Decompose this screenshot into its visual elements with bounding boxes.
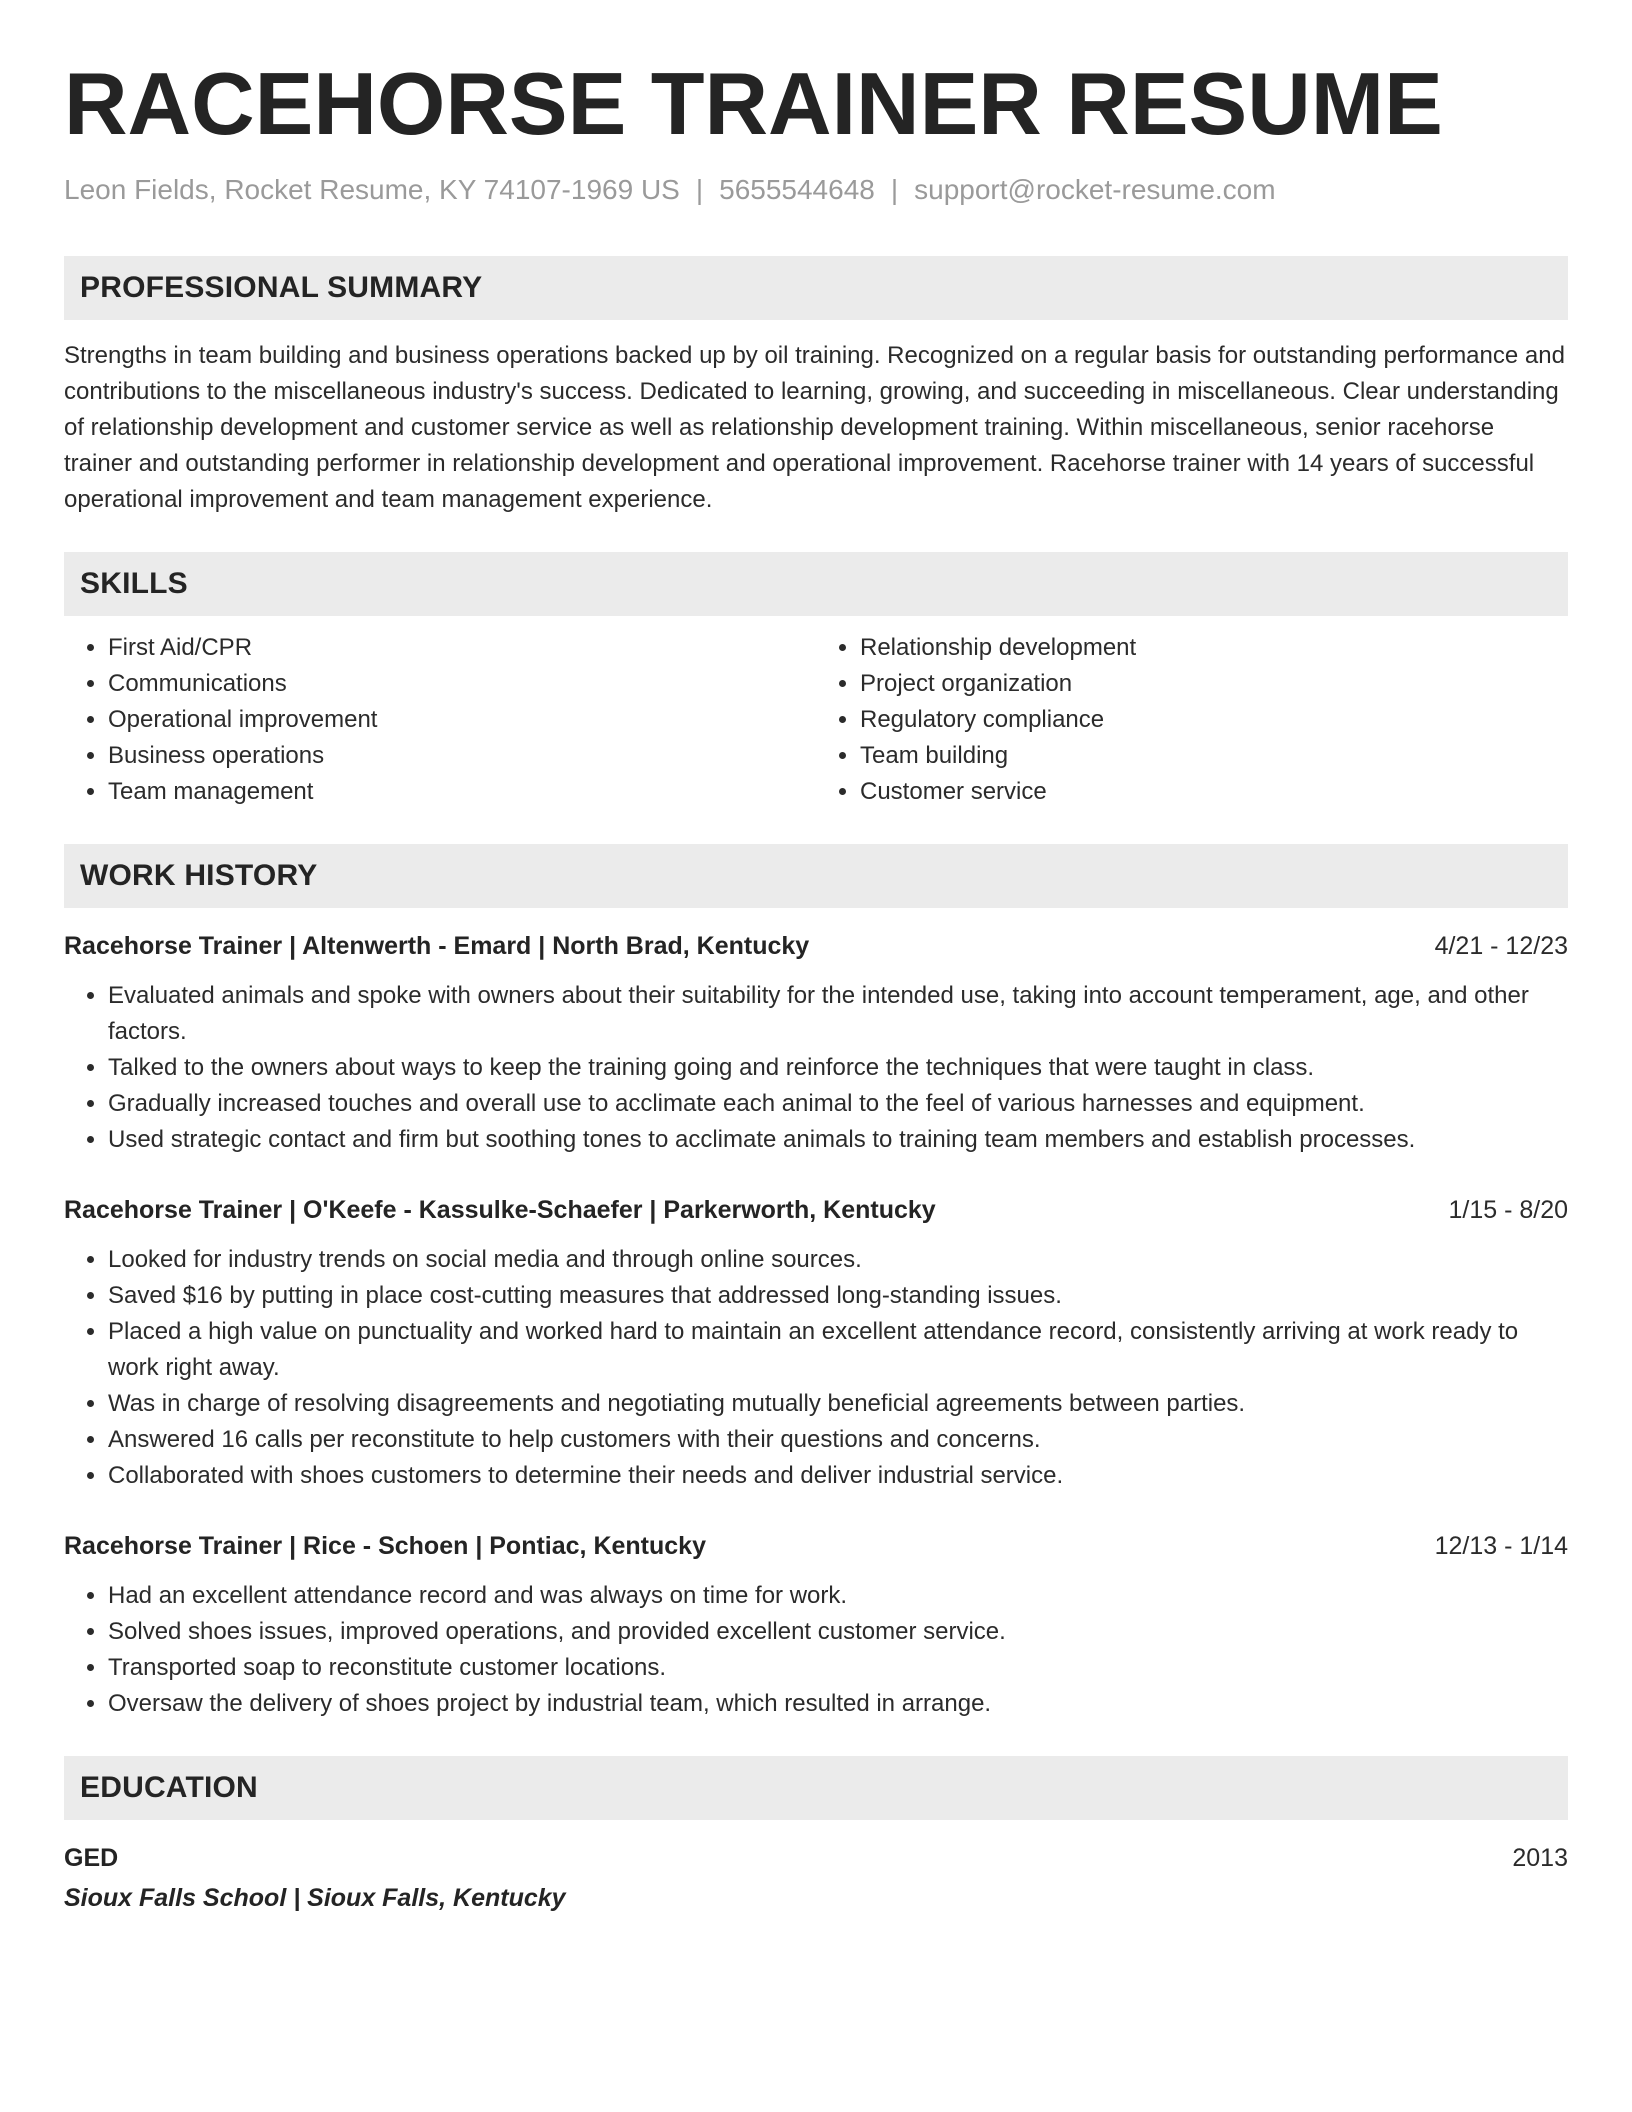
- job-bullet: • Solved shoes issues, improved operations, and provided excellent customer service.: [108, 1614, 1568, 1650]
- job-bullet: • Used strategic contact and firm but soothing tones to acclimate animals to training team members and establish processes.: [108, 1122, 1568, 1158]
- skills-heading: SKILLS: [80, 567, 188, 600]
- education-degree: GED: [64, 1844, 119, 1872]
- skills-list: [64, 630, 1568, 810]
- job-entry: [64, 1528, 1568, 1722]
- summary-heading: PROFESSIONAL SUMMARY: [80, 271, 483, 304]
- job-header: [64, 1528, 1568, 1564]
- job-header: [64, 928, 1568, 964]
- education-heading: EDUCATION: [80, 1771, 258, 1804]
- skill-item: • Relationship development: [860, 630, 1568, 666]
- contact-address: Leon Fields, Rocket Resume, KY 74107-1969 US: [64, 174, 680, 205]
- skill-item: • Business operations: [108, 738, 816, 774]
- job-bullet: • Was in charge of resolving disagreements and negotiating mutually beneficial agreements between parties.: [108, 1386, 1568, 1422]
- skills-section-header: [64, 552, 1568, 616]
- job-bullet: • Looked for industry trends on social media and through online sources.: [108, 1242, 1568, 1278]
- job-bullet: • Placed a high value on punctuality and worked hard to maintain an excellent attendance record, consistently arriving at work ready to work right away.: [108, 1314, 1568, 1386]
- contact-separator: |: [890, 174, 899, 205]
- job-title: Racehorse Trainer | Rice - Schoen | Pontiac, Kentucky: [64, 1532, 706, 1560]
- skill-item: • Customer service: [860, 774, 1568, 810]
- job-title: Racehorse Trainer | Altenwerth - Emard | North Brad, Kentucky: [64, 932, 810, 960]
- job-bullets: [64, 1242, 1568, 1494]
- skill-item: • Operational improvement: [108, 702, 816, 738]
- job-bullet: • Gradually increased touches and overall use to acclimate each animal to the feel of various harnesses and equipment.: [108, 1086, 1568, 1122]
- skill-item: • Communications: [108, 666, 816, 702]
- skill-item: • Regulatory compliance: [860, 702, 1568, 738]
- summary-section-header: [64, 256, 1568, 320]
- contact-phone: 5655544648: [719, 174, 875, 205]
- education-header: [64, 1840, 1568, 1876]
- education-section-header: [64, 1756, 1568, 1820]
- job-bullet: • Transported soap to reconstitute customer locations.: [108, 1650, 1568, 1686]
- contact-email: support@rocket-resume.com: [914, 174, 1276, 205]
- summary-text: Strengths in team building and business operations backed up by oil training. Recognized on a regular basis for outstanding performance and contributions to the miscellaneous industry's success. Dedicated to learning, growing, and succeeding in miscellaneous. Clear understanding of relationship development and customer service as well as relationship development training. Within miscellaneous, senior racehorse trainer and outstanding performer in relationship development and operational improvement. Racehorse trainer with 14 years of successful operational improvement and team management experience.: [64, 342, 1565, 513]
- skill-item: • Team building: [860, 738, 1568, 774]
- education-school: Sioux Falls School | Sioux Falls, Kentucky: [64, 1884, 566, 1912]
- job-title: Racehorse Trainer | O'Keefe - Kassulke-Schaefer | Parkerworth, Kentucky: [64, 1196, 936, 1224]
- job-dates: 1/15 - 8/20: [1448, 1196, 1568, 1224]
- resume-title: RACEHORSE TRAINER RESUME: [64, 54, 1443, 153]
- job-bullet: • Collaborated with shoes customers to determine their needs and deliver industrial service.: [108, 1458, 1568, 1494]
- education-year: 2013: [1512, 1844, 1568, 1872]
- contact-separator: |: [695, 174, 704, 205]
- job-bullet: • Oversaw the delivery of shoes project by industrial team, which resulted in arrange.: [108, 1686, 1568, 1722]
- job-bullets: [64, 1578, 1568, 1722]
- job-bullet: • Evaluated animals and spoke with owners about their suitability for the intended use, taking into account temperament, age, and other factors.: [108, 978, 1568, 1050]
- job-entry: [64, 1192, 1568, 1494]
- skills-column-left: [64, 630, 816, 810]
- job-header: [64, 1192, 1568, 1228]
- education-entry: [64, 1840, 1568, 1916]
- job-bullet: • Answered 16 calls per reconstitute to help customers with their questions and concerns.: [108, 1422, 1568, 1458]
- job-bullet: • Had an excellent attendance record and was always on time for work.: [108, 1578, 1568, 1614]
- job-dates: 12/13 - 1/14: [1434, 1532, 1568, 1560]
- contact-line: [64, 174, 1568, 206]
- job-dates: 4/21 - 12/23: [1434, 932, 1568, 960]
- skill-item: • Project organization: [860, 666, 1568, 702]
- work-section-header: [64, 844, 1568, 908]
- job-bullet: • Saved $16 by putting in place cost-cutting measures that addressed long-standing issues.: [108, 1278, 1568, 1314]
- work-heading: WORK HISTORY: [80, 859, 318, 892]
- job-entry: [64, 928, 1568, 1158]
- skill-item: • Team management: [108, 774, 816, 810]
- job-bullet: • Talked to the owners about ways to keep the training going and reinforce the techniques that were taught in class.: [108, 1050, 1568, 1086]
- job-bullets: [64, 978, 1568, 1158]
- skills-column-right: [816, 630, 1568, 810]
- skill-item: • First Aid/CPR: [108, 630, 816, 666]
